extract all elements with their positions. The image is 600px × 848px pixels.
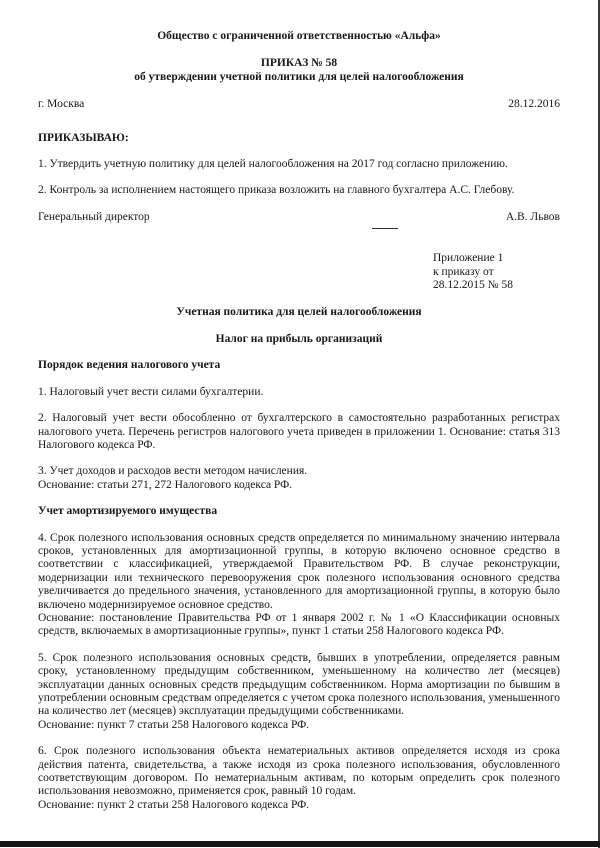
appendix-reference: [433, 252, 560, 292]
paragraph-6: [38, 745, 560, 812]
page-bottom-border: [0, 841, 600, 847]
paragraph-6-basis: Основание: пункт 2 статьи 258 Налогового кодекса РФ.: [38, 798, 310, 811]
section-heading-tax-accounting-order: Порядок ведения налогового учета: [38, 359, 221, 372]
paragraph-4-basis: Основание: постановление Правительства РФ от 1 января 2002 г. № 1 «О Классификации основных средств, включаемых в амортизационные группы», пункт 1 статьи 258 Налогового кодекса РФ.: [38, 611, 560, 638]
signature-row: [38, 211, 560, 224]
signer-position: Генеральный директор: [38, 210, 150, 223]
paragraph-3-basis: Основание: статьи 271, 272 Налогового кодекса РФ.: [38, 478, 293, 491]
order-item-2: 2. Контроль за исполнением настоящего приказа возложить на главного бухгалтера А.С. Глебову.: [38, 184, 515, 197]
appendix-ref-line-1: Приложение 1: [433, 252, 504, 265]
signature-line: [372, 228, 398, 229]
resolve-word: ПРИКАЗЫВАЮ:: [38, 131, 129, 144]
paragraph-3: [38, 465, 560, 492]
paragraph-5-text: 5. Срок полезного использования основных средств, бывших в употреблении, определяется равным сроку, установленному предыдущим собственником, уменьшенному на количество лет (месяцев) эксплуатации данных основных средств предыдущим собственником. Норма амортизации по бывшим в употреблении основным средствам определяется с учетом срока полезного использования, уменьшенного на количество лет (месяцев) эксплуатации предыдущими собственниками.: [38, 651, 560, 718]
order-item-1: 1. Утвердить учетную политику для целей налогообложения на 2017 год согласно приложению.: [38, 158, 508, 171]
paragraph-5-basis: Основание: пункт 7 статьи 258 Налогового кодекса РФ.: [38, 718, 310, 731]
order-date: 28.12.2016: [508, 98, 560, 111]
paragraph-3-text: 3. Учет доходов и расходов вести методом начисления.: [38, 465, 308, 478]
appendix-title: Учетная политика для целей налогообложения: [176, 306, 422, 319]
paragraph-5: [38, 652, 560, 732]
paragraph-4: [38, 532, 560, 639]
signer-name: А.В. Львов: [505, 210, 560, 223]
city-date-row: [38, 98, 560, 111]
section-heading-depreciable-property: Учет амортизируемого имущества: [38, 505, 218, 518]
company-name: Общество с ограниченной ответственностью «Альфа»: [157, 30, 441, 42]
appendix-subtitle: Налог на прибыль организаций: [215, 332, 383, 345]
paragraph-2: 2. Налоговый учет вести обособленно от бухгалтерского в самостоятельно разработанных регистрах налогового учета. Перечень регистров налогового учета приведен в приложении 1. Основание: статья 313 Налогового кодекса РФ.: [38, 412, 560, 451]
order-city: г. Москва: [38, 98, 85, 111]
paragraph-1: 1. Налоговый учет вести силами бухгалтерии.: [38, 385, 264, 398]
appendix-ref-line-2: к приказу от: [433, 265, 494, 278]
order-subject-line: об утверждении учетной политики для целей налогообложения: [134, 70, 464, 83]
order-number-line: ПРИКАЗ № 58: [260, 57, 338, 70]
paragraph-4-text: 4. Срок полезного использования основных средств определяется по минимальному значению интервала сроков, установленных для амортизационной группы, в которую включено основное средство в соответствии с классификацией, утверждаемой Правительством РФ. В случае реконструкции, модернизации или технического перевооружения срок полезного использования основного средства увеличивается до предельного значения, установленного для амортизационной группы, в которую было включено модернизируемое основное средство.: [38, 531, 560, 611]
appendix-ref-line-3: 28.12.2015 № 58: [433, 279, 513, 292]
paragraph-6-text: 6. Срок полезного использования объекта нематериальных активов определяется исходя из срока действия патента, свидетельства, а также исходя из срока полезного использования, обусловленного соответствующим договором. По нематериальным активам, по которым определить срок полезного использования невозможно, применяется срок, равный 10 годам.: [38, 745, 560, 798]
order-title: [38, 57, 560, 84]
